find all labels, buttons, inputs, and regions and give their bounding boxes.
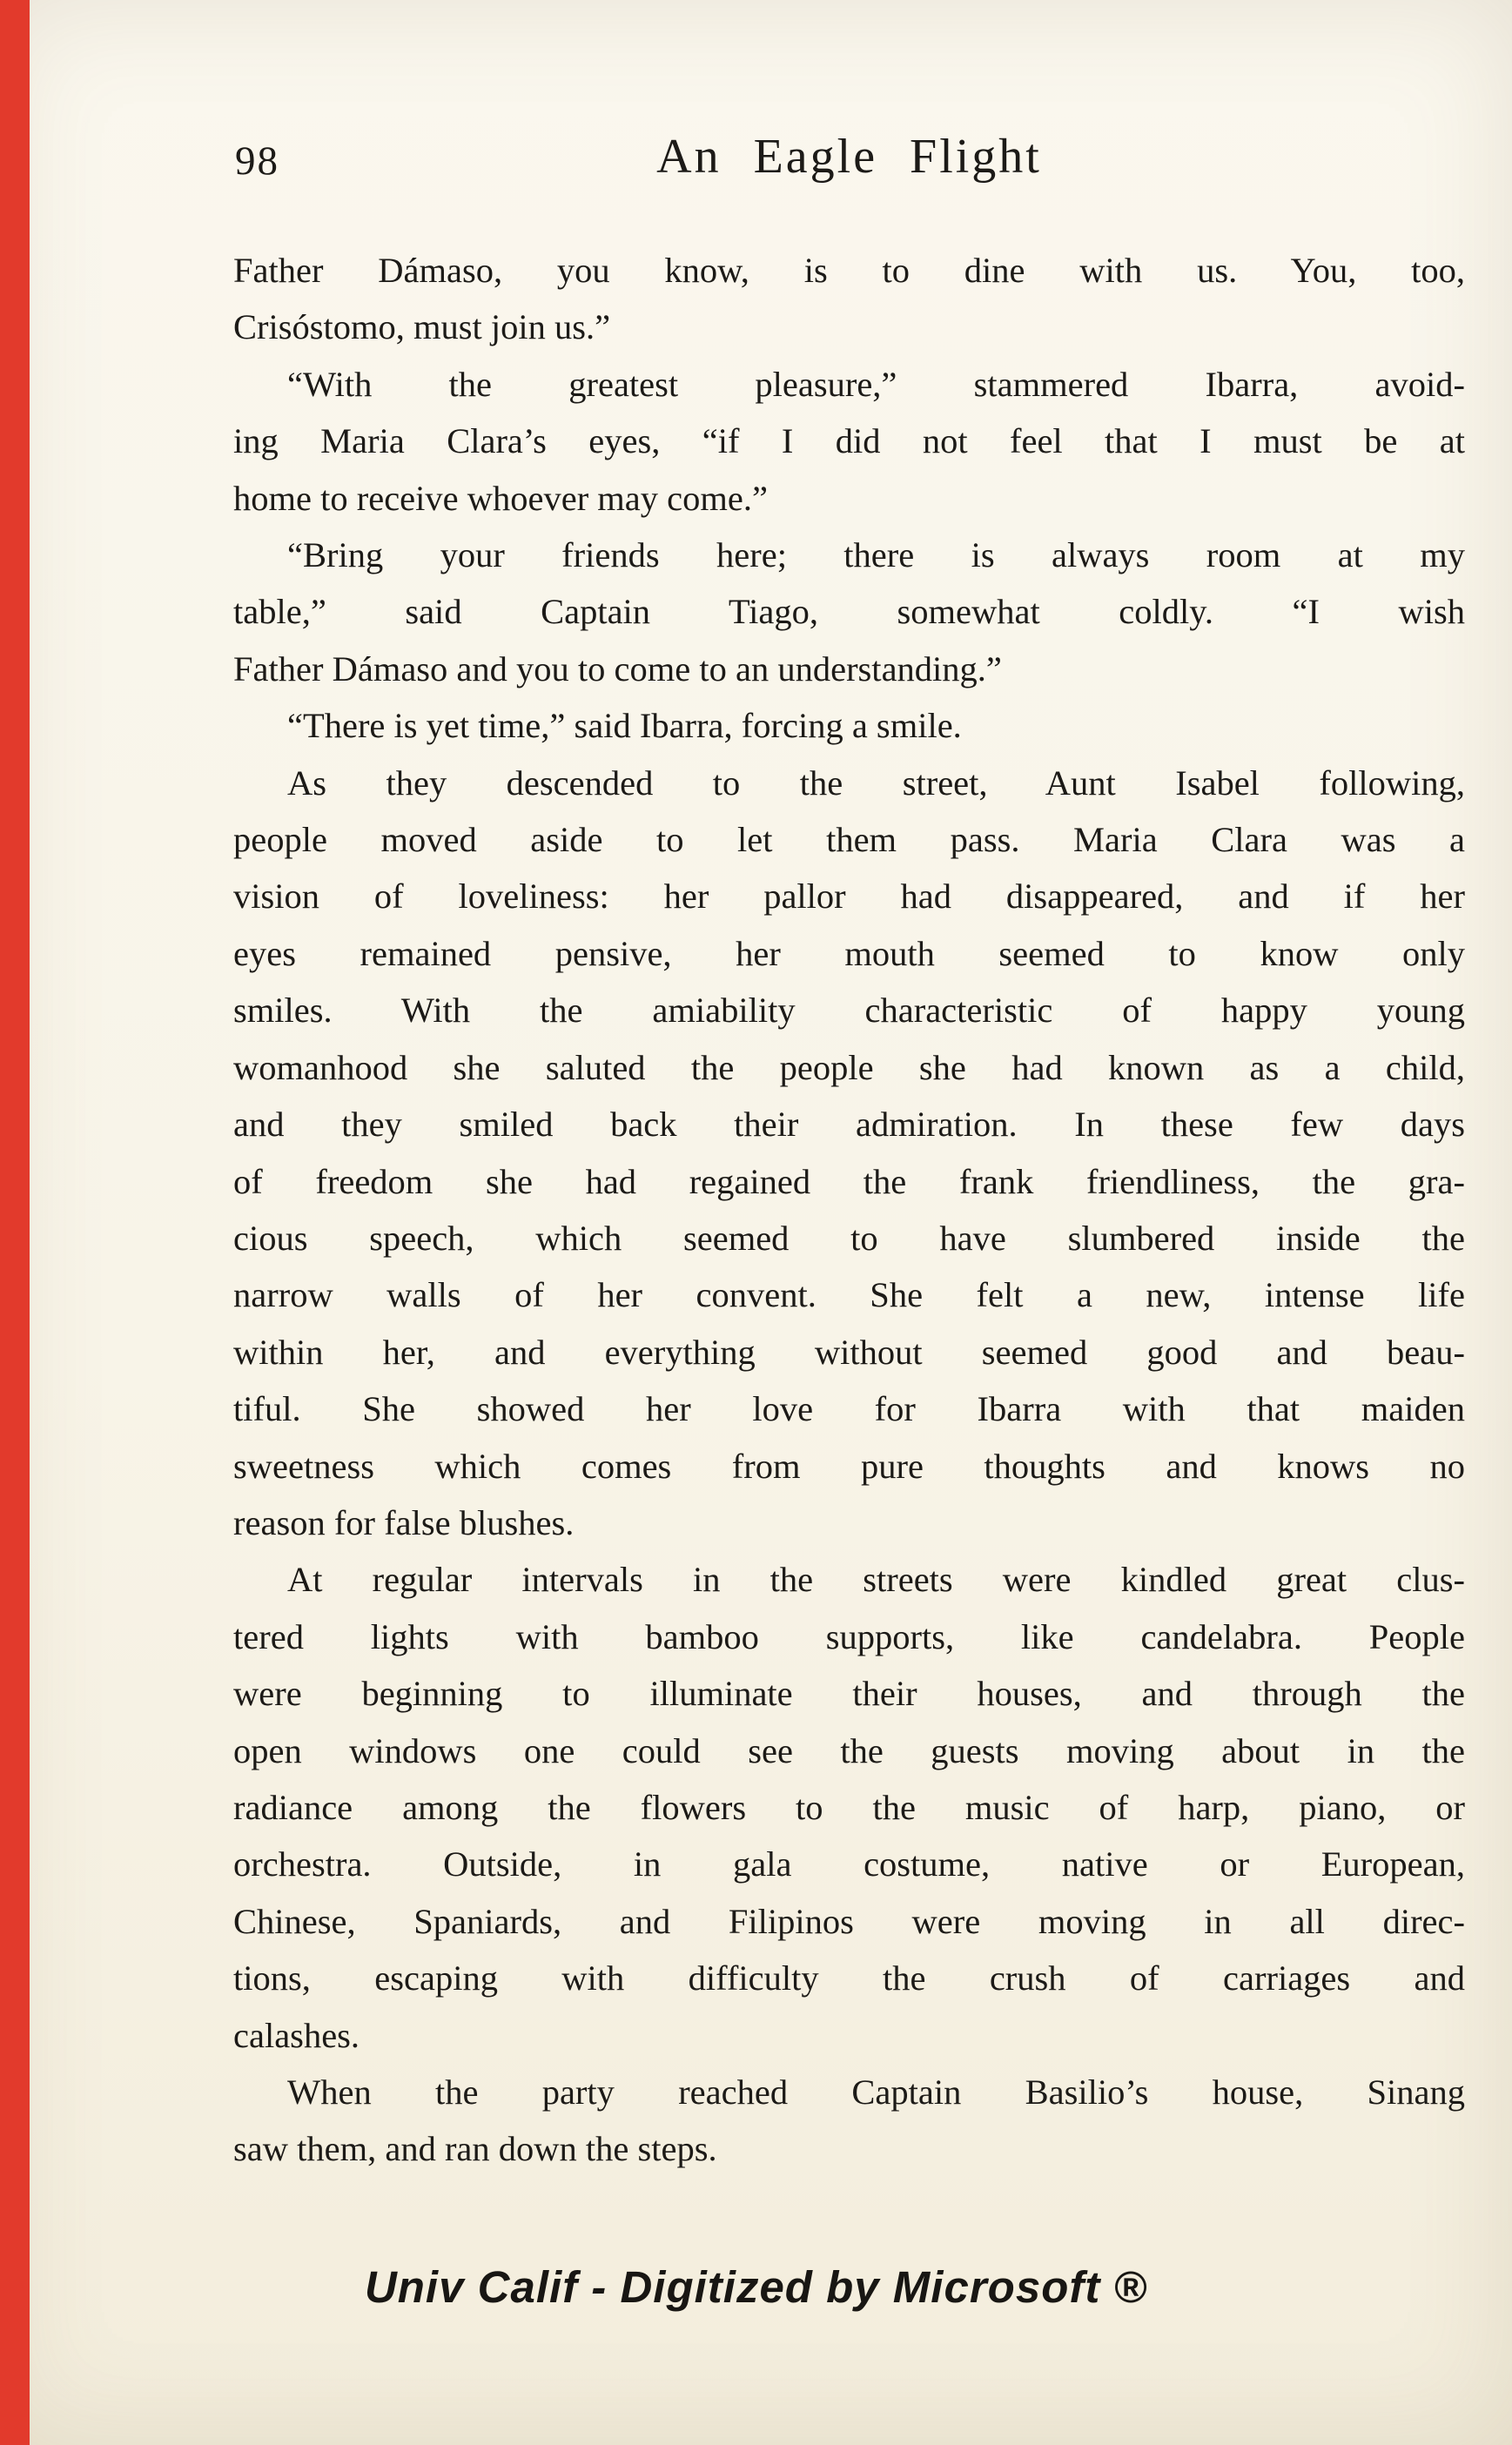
digitization-stamp: Univ Calif - Digitized by Microsoft ® bbox=[364, 2262, 1148, 2312]
text-line: table,” said Captain Tiago, somewhat coldly. “I wish bbox=[233, 592, 1465, 632]
text-line: As they descended to the street, Aunt Isabel following, bbox=[287, 762, 1465, 803]
body-text bbox=[233, 242, 1465, 2178]
text-line: reason for false blushes. bbox=[233, 1502, 575, 1542]
text-line: home to receive whoever may come.” bbox=[233, 478, 768, 518]
text-line: tiful. She showed her love for Ibarra with that maiden bbox=[233, 1389, 1465, 1429]
text-line: Chinese, Spaniards, and Filipinos were moving in all direc- bbox=[233, 1901, 1465, 1941]
page-header bbox=[233, 129, 1465, 198]
text-line: Crisóstomo, must join us.” bbox=[233, 307, 611, 347]
text-line: sweetness which comes from pure thoughts and knows no bbox=[233, 1446, 1465, 1486]
text-line: At regular intervals in the streets were kindled great clus- bbox=[287, 1560, 1465, 1600]
text-line: Father Dámaso, you know, is to dine with us. You, too, bbox=[233, 251, 1465, 290]
text-line: orchestra. Outside, in gala costume, native or European, bbox=[233, 1844, 1465, 1884]
text-line: tered lights with bamboo supports, like candelabra. People bbox=[233, 1616, 1465, 1656]
text-line: of freedom she had regained the frank friendliness, the gra- bbox=[233, 1161, 1465, 1201]
text-line: “Bring your friends here; there is always room at my bbox=[287, 535, 1465, 575]
book-edge-strip bbox=[0, 0, 30, 2445]
page-title: An Eagle Flight bbox=[656, 130, 1042, 184]
text-line: open windows one could see the guests moving about in the bbox=[233, 1730, 1465, 1770]
text-line: ing Maria Clara’s eyes, “if I did not feel that I must be at bbox=[233, 421, 1465, 461]
text-line: saw them, and ran down the steps. bbox=[233, 2129, 717, 2169]
text-line: people moved aside to let them pass. Maria Clara was a bbox=[233, 820, 1465, 860]
text-line: vision of loveliness: her pallor had disappeared, and if her bbox=[233, 877, 1465, 917]
page-number: 98 bbox=[235, 138, 279, 184]
text-line: eyes remained pensive, her mouth seemed to know only bbox=[233, 933, 1465, 973]
text-line: smiles. With the amiability characteristic of happy young bbox=[233, 991, 1465, 1031]
text-line: calashes. bbox=[233, 2015, 360, 2055]
text-line: “There is yet time,” said Ibarra, forcing a smile. bbox=[287, 706, 962, 746]
text-line: within her, and everything without seemed good and beau- bbox=[233, 1332, 1465, 1372]
page-content bbox=[233, 129, 1465, 2178]
text-line: narrow walls of her convent. She felt a new, intense life bbox=[233, 1275, 1465, 1315]
text-line: radiance among the flowers to the music of harp, piano, or bbox=[233, 1787, 1465, 1827]
text-line: and they smiled back their admiration. In these few days bbox=[233, 1105, 1465, 1145]
text-line: “With the greatest pleasure,” stammered Ibarra, avoid- bbox=[287, 364, 1465, 404]
text-line: womanhood she saluted the people she had known as a child, bbox=[233, 1047, 1465, 1087]
text-line: When the party reached Captain Basilio’s house, Sinang bbox=[287, 2072, 1465, 2112]
text-line: Father Dámaso and you to come to an understanding.” bbox=[233, 648, 1002, 688]
text-line: were beginning to illuminate their houses, and through the bbox=[233, 1674, 1465, 1714]
text-line: cious speech, which seemed to have slumbered inside the bbox=[233, 1218, 1465, 1258]
text-line: tions, escaping with difficulty the crush of carriages and bbox=[233, 1958, 1465, 1998]
